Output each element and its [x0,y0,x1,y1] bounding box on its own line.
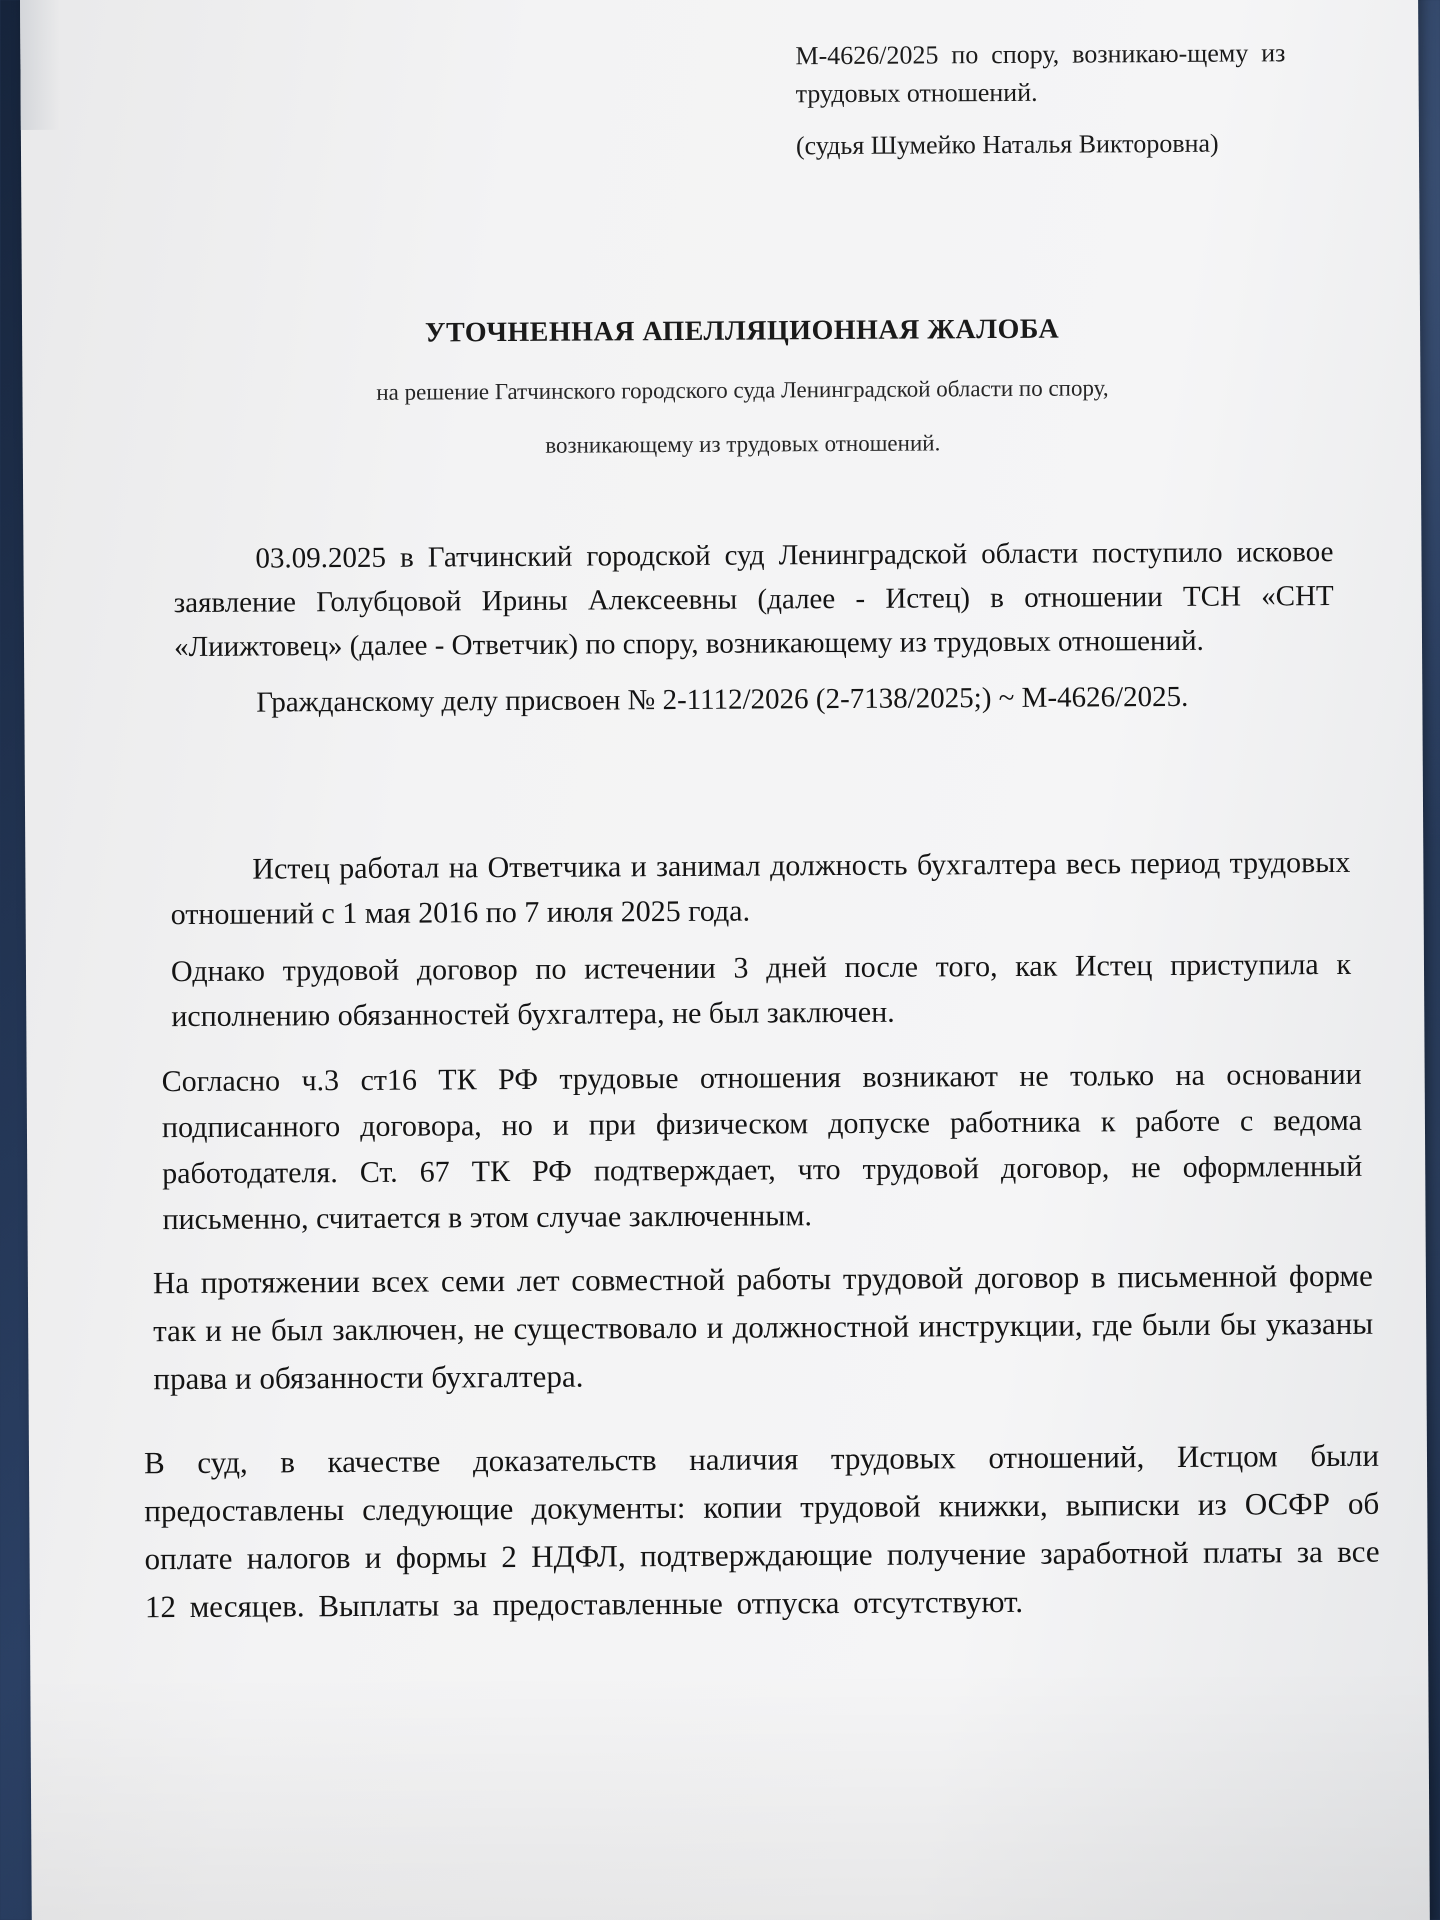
paragraph-case-number: Гражданскому делу присвоен № 2-1112/2026 (2-7138/2025;) ~ М-4626/2025. [256,680,1189,719]
document-page [20,0,1430,1920]
document-title: УТОЧНЕННАЯ АПЕЛЛЯЦИОННАЯ ЖАЛОБА [424,313,1060,349]
body-section-employment [170,840,1351,1051]
case-reference-block [795,34,1286,165]
paragraph-seven-years: На протяжении всех семи лет совместной работы трудовой договор в письменной форме так и не был заключен, не существовало и должностной инструкции, где были бы указаны права и обязанности бухгалтера. [152,1257,1374,1397]
case-reference: М-4626/2025 по спору, возникаю-щему из трудовых отношений. [795,38,1286,109]
body-section-filing [173,530,1334,737]
judge-name: (судья Шумейко Наталья Викторовна) [795,128,1219,161]
paragraph-employment-period: Истец работал на Ответчика и занимал должность бухгалтера весь период трудовых отношений с 1 мая 2016 по 7 июля 2025 года. [170,845,1351,932]
body-section-law [162,1052,1363,1255]
body-section-seven-years [153,1252,1374,1415]
paragraph-no-contract: Однако трудовой договор по истечении 3 дней после того, как Истец приступила к исполнению обязанностей бухгалтера, не был заключен. [170,947,1352,1034]
paragraph-evidence: В суд, в качестве доказательств наличия трудовых отношений, Истцом были предоставлены следующие документы: копии трудовой книжки, выписки из ОСФР об оплате налогов и формы 2 НДФЛ, подтверждающие получение заработной платы за все 12 месяцев. Выплаты за предоставленные отпуска отсутствуют. [143,1437,1380,1625]
paragraph-filing: 03.09.2025 в Гатчинский городской суд Ленинградской области поступило исковое заявление Голубцовой Ирины Алексеевны (далее - Истец) в отношении ТСН «СНТ «Лиижтовец» (далее - Ответчик) по спору, возникающему из трудовых отношений. [173,535,1334,664]
page-corner-shadow [20,0,61,130]
document-subtitle-line-2: возникающему из трудовых отношений. [545,430,941,458]
document-subtitle-line-1: на решение Гатчинского городского суда Ленинградской области по спору, [376,375,1109,405]
body-section-evidence [144,1432,1380,1644]
paragraph-labor-code: Согласно ч.3 ст16 ТК РФ трудовые отношения возникают не только на основании подписанного договора, но и при физическом допуске работника к работе с ведома работодателя. Ст. 67 ТК РФ подтверждает, что трудовой договор, не оформленный письменно, считается в этом случае заключенным. [161,1057,1363,1237]
